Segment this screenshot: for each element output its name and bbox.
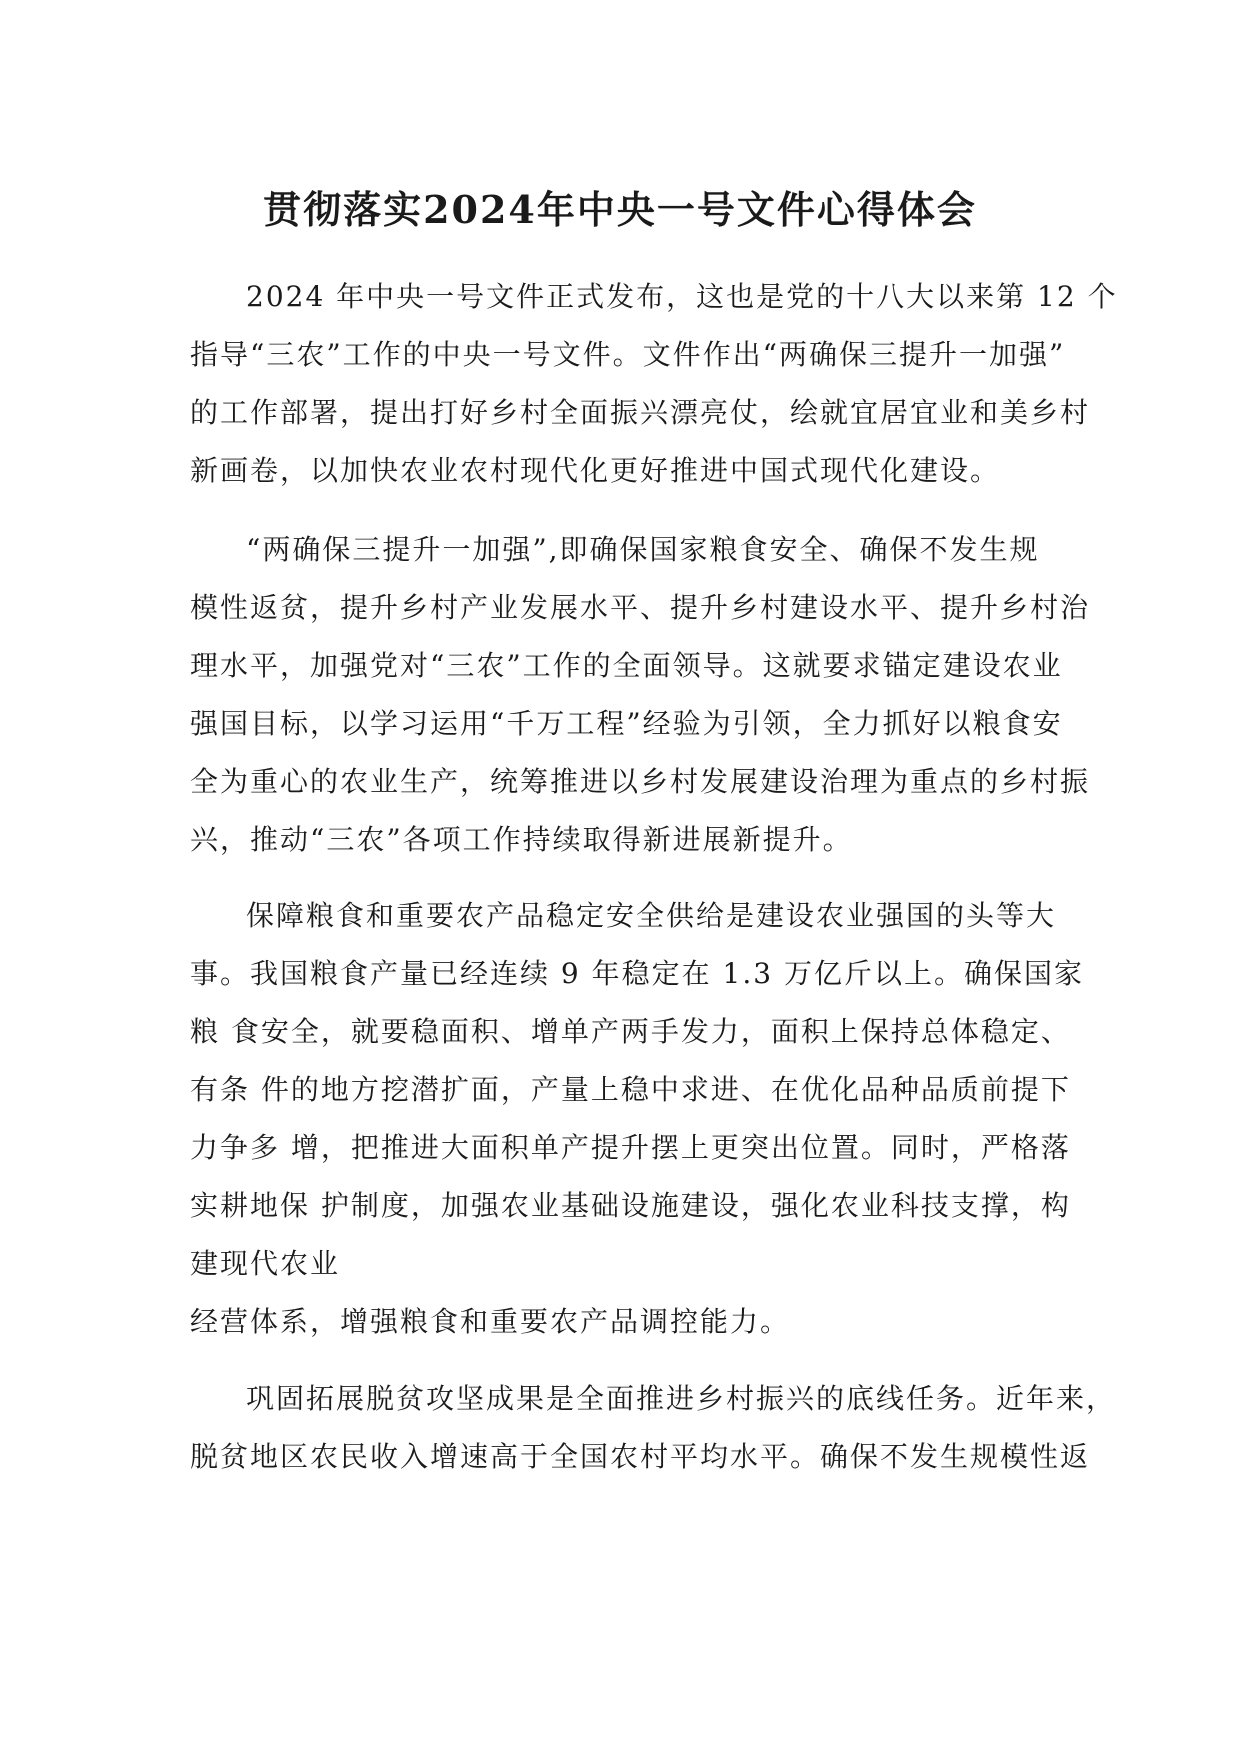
paragraph-line: 兴，推动“三农”各项工作持续取得新进展新提升。: [190, 823, 853, 856]
paragraph-line: 巩固拓展脱贫攻坚成果是全面推进乡村振兴的底线任务。近年来，: [246, 1382, 1117, 1415]
paragraph-line: 理水平，加强党对“三农”工作的全面领导。这就要求锚定建设农业: [190, 649, 1063, 682]
paragraph-2: [190, 521, 1091, 869]
paragraph-line: 力争多 增，把推进大面积单产提升摆上更突出位置。同时，严格落: [190, 1131, 1071, 1164]
paragraph-line: 强国目标，以学习运用“千万工程”经验为引领，全力抓好以粮食安: [190, 707, 1063, 740]
paragraph-line: 2024 年中央一号文件正式发布，这也是党的十八大以来第 12 个: [246, 280, 1118, 313]
paragraph-line: 建现代农业: [190, 1247, 341, 1280]
paragraph-4: [190, 1370, 1117, 1486]
paragraph-line: 新画卷，以加快农业农村现代化更好推进中国式现代化建设。: [190, 454, 1001, 487]
paragraph-line: 粮 食安全，就要稳面积、增单产两手发力，面积上保持总体稳定、: [190, 1015, 1071, 1048]
paragraph-line: 模性返贫，提升乡村产业发展水平、提升乡村建设水平、提升乡村治: [190, 591, 1091, 624]
paragraph-line: 经营体系，增强粮食和重要农产品调控能力。: [190, 1305, 791, 1338]
paragraph-3: [190, 887, 1084, 1351]
paragraph-line: 实耕地保 护制度，加强农业基础设施建设，强化农业科技支撑，构: [190, 1189, 1071, 1222]
paragraph-line: 有条 件的地方挖潜扩面，产量上稳中求进、在优化品种品质前提下: [190, 1073, 1071, 1106]
paragraph-line: 的工作部署，提出打好乡村全面振兴漂亮仗，绘就宜居宜业和美乡村: [190, 396, 1091, 429]
paragraph-line: 指导“三农”工作的中央一号文件。文件作出“两确保三提升一加强”: [190, 338, 1066, 371]
paragraph-line: 事。我国粮食产量已经连续 9 年稳定在 1.3 万亿斤以上。确保国家: [190, 957, 1084, 990]
paragraph-line: 保障粮食和重要农产品稳定安全供给是建设农业强国的头等大: [246, 899, 1057, 932]
paragraph-line: 脱贫地区农民收入增速高于全国农村平均水平。确保不发生规模性返: [190, 1440, 1091, 1473]
paragraph-line: 全为重心的农业生产，统筹推进以乡村发展建设治理为重点的乡村振: [190, 765, 1091, 798]
document-title: 贯彻落实2024年中央一号文件心得体会: [263, 187, 977, 232]
paragraph-1: [190, 268, 1118, 500]
paragraph-line: “两确保三提升一加强”,即确保国家粮食安全、确保不发生规: [246, 533, 1040, 566]
